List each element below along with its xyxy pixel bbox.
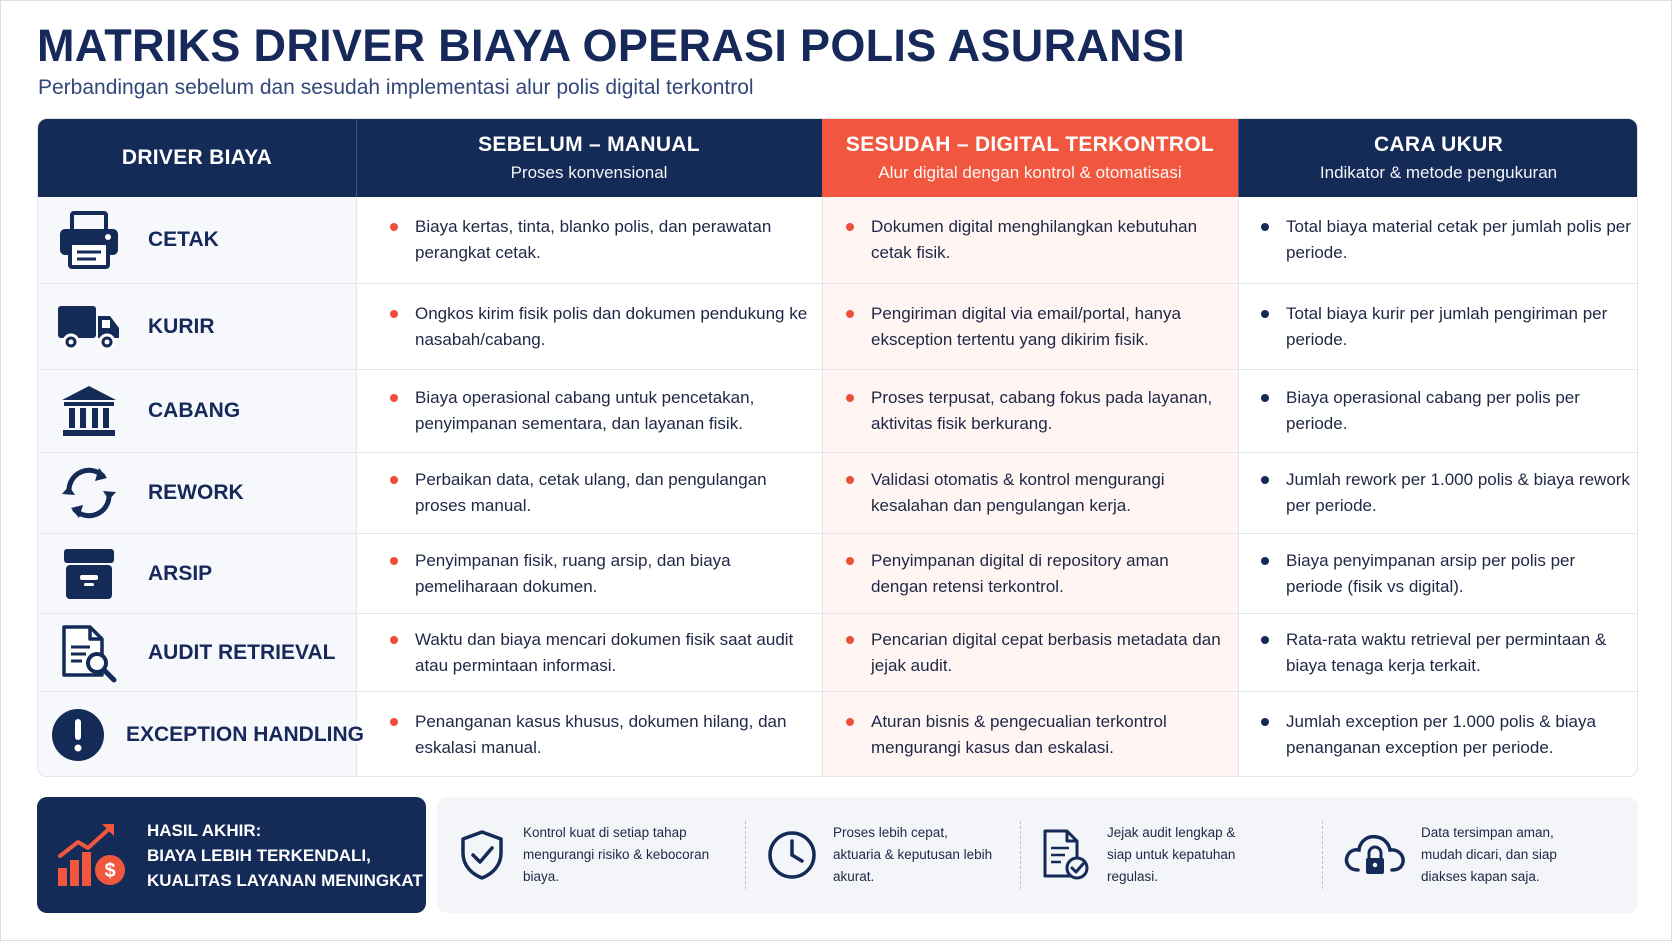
cell-text: Total biaya kurir per jumlah pengiriman per periode. [1286, 303, 1608, 349]
sesudah-cell [846, 284, 1226, 369]
sesudah-cell [846, 614, 1226, 691]
header-divider [356, 119, 357, 197]
bullet [1261, 310, 1269, 318]
cell-text: Proses terpusat, cabang fokus pada layanan, aktivitas fisik berkurang. [871, 388, 1213, 433]
ukur-cell [1261, 197, 1631, 283]
header-subtitle: Proses konvensional [510, 163, 668, 182]
cell-text: Jumlah rework per 1.000 polis & biaya rework per periode. [1286, 470, 1630, 515]
driver-cell [38, 692, 365, 777]
result-line: BIAYA LEBIH TERKENDALI, [147, 845, 371, 865]
bullet [390, 223, 398, 231]
bullet [390, 394, 398, 402]
bullet [390, 718, 398, 726]
ukur-cell [1261, 692, 1631, 777]
cell-text: Biaya operasional cabang per polis per periode. [1286, 388, 1580, 433]
header-title: SESUDAH – DIGITAL TERKONTROL [845, 133, 1215, 156]
bullet [390, 476, 398, 484]
header-driver-biaya [38, 119, 356, 197]
cell-text: Dokumen digital menghilangkan kebutuhan cetak fisik. [871, 217, 1198, 262]
result-line: KUALITAS LAYANAN MENINGKAT [147, 870, 423, 890]
bullet [1261, 636, 1269, 644]
document-check-icon [1033, 828, 1099, 882]
table-row [38, 453, 1638, 534]
cell-text: Penyimpanan fisik, ruang arsip, dan biaya pemeliharaan dokumen. [415, 550, 731, 596]
cloud-lock-icon [1337, 830, 1413, 880]
sebelum-cell [390, 453, 810, 533]
benefit-divider [745, 821, 746, 889]
document-search-icon [38, 614, 128, 691]
driver-name: CETAK [148, 228, 219, 251]
header-title: SEBELUM – MANUAL [478, 133, 700, 156]
benefit-item [1337, 797, 1627, 913]
ukur-cell [1261, 534, 1631, 613]
driver-name: CABANG [148, 399, 241, 422]
sesudah-cell [846, 197, 1226, 283]
cell-text: Penanganan kasus khusus, dokumen hilang, dan eskalasi manual. [415, 712, 787, 757]
table-row [38, 284, 1638, 370]
growth-chart-money-icon [37, 820, 147, 890]
bullet [846, 718, 854, 726]
cell-text: Aturan bisnis & pengecualian terkontrol mengurangi kasus dan eskalasi. [871, 712, 1167, 757]
cell-text: Pencarian digital cepat berbasis metadata dan jejak audit. [871, 629, 1221, 675]
cell-text: Biaya penyimpanan arsip per polis per periode (fisik vs digital). [1286, 550, 1576, 596]
cell-text: Biaya operasional cabang untuk pencetakan, penyimpanan sementara, dan layanan fisik. [415, 388, 755, 433]
bullet [846, 636, 854, 644]
header-sesudah [822, 119, 1238, 197]
cost-driver-matrix [37, 118, 1638, 777]
cell-text: Biaya kertas, tinta, blanko polis, dan perawatan perangkat cetak. [415, 217, 772, 262]
table-row [38, 692, 1638, 777]
benefit-text: Jejak audit lengkap & siap untuk kepatuhan regulasi. [1107, 825, 1236, 884]
table-row [38, 197, 1638, 284]
bullet [1261, 557, 1269, 565]
result-text [147, 818, 423, 893]
table-row [38, 534, 1638, 614]
svg-text:$: $ [104, 860, 116, 882]
page-subtitle: Perbandingan sebelum dan sesudah implementasi alur polis digital terkontrol [38, 76, 754, 99]
cell-text: Rata-rata waktu retrieval per permintaan & biaya tenaga kerja terkait. [1286, 629, 1607, 675]
cell-text: Perbaikan data, cetak ulang, dan pengulangan proses manual. [415, 470, 767, 515]
bullet [1261, 718, 1269, 726]
header-subtitle: Alur digital dengan kontrol & otomatisasi [878, 163, 1182, 182]
header-divider [1238, 119, 1239, 197]
benefit-text: Proses lebih cepat, aktuaria & keputusan lebih akurat. [833, 825, 993, 884]
driver-name: EXCEPTION HANDLING [126, 723, 365, 746]
sebelum-cell [390, 197, 810, 283]
benefit-divider [1020, 821, 1021, 889]
bullet [846, 223, 854, 231]
sesudah-cell [846, 534, 1226, 613]
driver-cell [38, 534, 356, 613]
driver-cell [38, 284, 356, 369]
bullet [390, 636, 398, 644]
shield-check-icon [449, 829, 515, 881]
exclamation-circle-icon [38, 692, 106, 777]
bullet [846, 557, 854, 565]
sesudah-cell [846, 692, 1226, 777]
cell-text: Penyimpanan digital di repository aman dengan retensi terkontrol. [871, 550, 1169, 596]
page-title: MATRIKS DRIVER BIAYA OPERASI POLIS ASURANSI [37, 20, 1186, 71]
header-cara-ukur [1238, 119, 1638, 197]
bullet [1261, 476, 1269, 484]
header-title: CARA UKUR [1373, 133, 1504, 156]
sebelum-cell [390, 534, 810, 613]
driver-name: AUDIT RETRIEVAL [148, 640, 336, 664]
benefit-text: Data tersimpan aman, mudah dicari, dan siap diakses kapan saja. [1421, 825, 1557, 884]
driver-name: ARSIP [148, 561, 213, 585]
header-subtitle: Indikator & metode pengukuran [1319, 163, 1558, 182]
benefit-divider [1322, 821, 1323, 889]
header-sebelum [356, 119, 822, 197]
driver-cell [38, 370, 356, 452]
benefit-item [449, 797, 729, 913]
clock-icon [759, 829, 825, 881]
cell-text: Total biaya material cetak per jumlah polis per periode. [1286, 217, 1631, 262]
bullet [390, 557, 398, 565]
benefit-item [1033, 797, 1293, 913]
bullet [1261, 394, 1269, 402]
cell-text: Pengiriman digital via email/portal, hanya eksception tertentu yang dikirim fisik. [871, 303, 1181, 349]
table-row [38, 370, 1638, 453]
result-line: HASIL AKHIR: [147, 820, 262, 840]
driver-cell [38, 614, 356, 691]
truck-icon [38, 284, 128, 369]
ukur-cell [1261, 614, 1631, 691]
cell-text: Jumlah exception per 1.000 polis & biaya penanganan exception per periode. [1286, 712, 1596, 757]
sesudah-cell [846, 453, 1226, 533]
archive-box-icon [38, 534, 128, 613]
driver-cell [38, 453, 356, 533]
bullet [390, 310, 398, 318]
ukur-cell [1261, 453, 1631, 533]
sebelum-cell [390, 692, 810, 777]
sebelum-cell [390, 614, 810, 691]
driver-name: KURIR [148, 314, 215, 338]
ukur-cell [1261, 284, 1631, 369]
driver-name: REWORK [148, 481, 244, 504]
benefits-strip [437, 797, 1638, 913]
result-banner [37, 797, 426, 913]
bullet [846, 476, 854, 484]
sebelum-cell [390, 284, 810, 369]
refresh-cycle-icon [38, 453, 128, 533]
benefit-item [759, 797, 1019, 913]
cell-text: Ongkos kirim fisik polis dan dokumen pendukung ke nasabah/cabang. [415, 303, 808, 349]
bullet [846, 394, 854, 402]
bullet [846, 310, 854, 318]
printer-icon [38, 197, 128, 283]
sesudah-cell [846, 370, 1226, 452]
table-row [38, 614, 1638, 692]
ukur-cell [1261, 370, 1631, 452]
bullet [1261, 223, 1269, 231]
cell-text: Validasi otomatis & kontrol mengurangi kesalahan dan pengulangan kerja. [871, 470, 1165, 515]
driver-cell [38, 197, 356, 283]
header-title: DRIVER BIAYA [121, 146, 273, 169]
cell-text: Waktu dan biaya mencari dokumen fisik saat audit atau permintaan informasi. [415, 629, 794, 675]
benefit-text: Kontrol kuat di setiap tahap mengurangi risiko & kebocoran biaya. [523, 825, 710, 884]
bank-building-icon [38, 370, 128, 452]
sebelum-cell [390, 370, 810, 452]
